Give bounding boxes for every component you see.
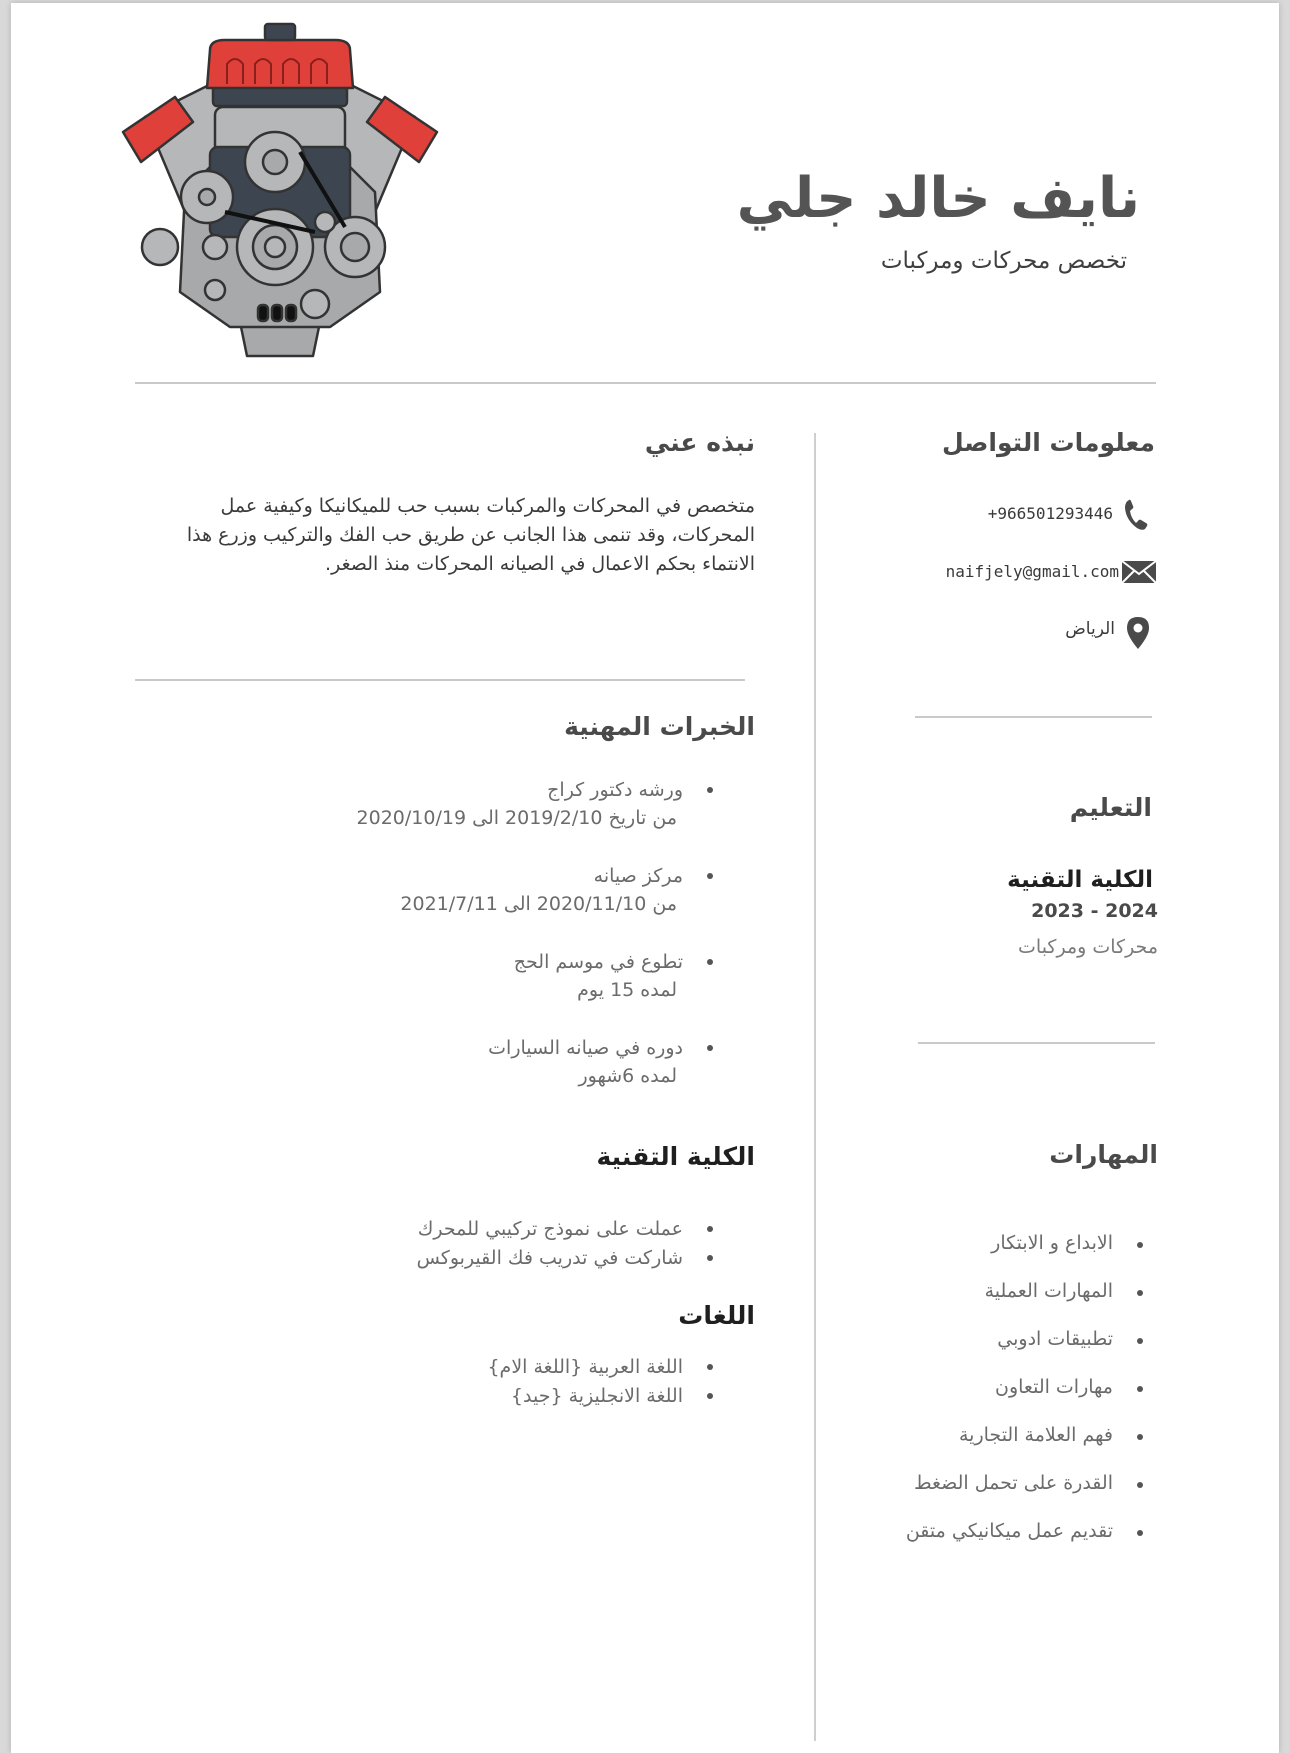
experience-item: [357, 862, 719, 918]
candidate-name: نايف خالد جلي: [736, 166, 1140, 231]
location-text: الرياض: [1065, 619, 1115, 639]
education-years: 2023 - 2024: [1031, 900, 1158, 922]
header-divider: [135, 382, 1156, 384]
experience-title: دوره في صيانه السيارات: [488, 1037, 683, 1059]
education-school: الكلية التقنية: [1007, 867, 1153, 893]
skill-item: مهارات التعاون: [906, 1375, 1149, 1399]
skill-item: الابداع و الابتكار: [906, 1231, 1149, 1255]
experience-title: مركز صيانه: [593, 865, 683, 887]
skill-item: تقديم عمل ميكانيكي متقن: [906, 1519, 1149, 1543]
experience-title: ورشه دكتور كراج: [547, 779, 683, 801]
contact-divider: [915, 716, 1152, 718]
experience-detail: من 2020/11/10 الى 2021/7/11: [400, 893, 677, 915]
column-divider: [814, 433, 816, 1741]
skill-item: تطبيقات ادوبي: [906, 1327, 1149, 1351]
experience-heading: الخبرات المهنية: [564, 712, 755, 741]
experience-item: [357, 1034, 719, 1090]
about-text: متخصص في المحركات والمركبات بسبب حب للميكانيكا وكيفية عمل المحركات، وقد تنمى هذا الجانب عن طريق حب الفك والتركيب وزرع هذا الانتماء بحكم الاعمال في الصيانه المحركات منذ الصغر.: [186, 495, 755, 575]
language-item: اللغة العربية {اللغة الام}: [487, 1353, 719, 1382]
technical-college-heading: الكلية التقنية: [596, 1142, 755, 1171]
engine-illustration: [115, 22, 445, 362]
experience-detail: من تاريخ 2019/2/10 الى 2020/10/19: [356, 807, 677, 829]
about-heading: نبذه عني: [644, 428, 755, 457]
experience-list: [357, 776, 719, 1120]
envelope-icon: [1121, 560, 1157, 584]
skill-item: القدرة على تحمل الضغط: [906, 1471, 1149, 1495]
technical-college-list: [417, 1215, 719, 1273]
about-divider: [135, 679, 745, 681]
skill-item: فهم العلامة التجارية: [906, 1423, 1149, 1447]
languages-list: [487, 1353, 719, 1411]
experience-detail: لمده 6شهور: [578, 1065, 677, 1087]
technical-college-item: عملت على نموذج تركيبي للمحرك: [417, 1215, 719, 1244]
experience-title: تطوع في موسم الحج: [513, 951, 683, 973]
experience-item: [357, 948, 719, 1004]
candidate-subtitle: تخصص محركات ومركبات: [880, 248, 1127, 274]
phone-number[interactable]: +966501293446: [987, 504, 1113, 523]
language-item: اللغة الانجليزية {جيد}: [487, 1382, 719, 1411]
skill-item: المهارات العملية: [906, 1279, 1149, 1303]
education-heading: التعليم: [1069, 793, 1152, 822]
experience-detail: لمده 15 يوم: [577, 979, 677, 1001]
contact-heading: معلومات التواصل: [941, 428, 1155, 457]
languages-heading: اللغات: [678, 1301, 755, 1330]
skills-list: [906, 1231, 1149, 1567]
technical-college-item: شاركت في تدريب فك القيربوكس: [417, 1244, 719, 1273]
skills-heading: المهارات: [1049, 1140, 1158, 1169]
experience-item: [357, 776, 719, 832]
education-field: محركات ومركبات: [1018, 936, 1158, 958]
phone-icon: [1123, 498, 1149, 532]
resume-page: [11, 3, 1279, 1753]
email-address[interactable]: naifjely@gmail.com: [945, 562, 1119, 581]
education-divider: [918, 1042, 1155, 1044]
engine-icon: [115, 22, 445, 362]
map-pin-icon: [1126, 616, 1150, 650]
